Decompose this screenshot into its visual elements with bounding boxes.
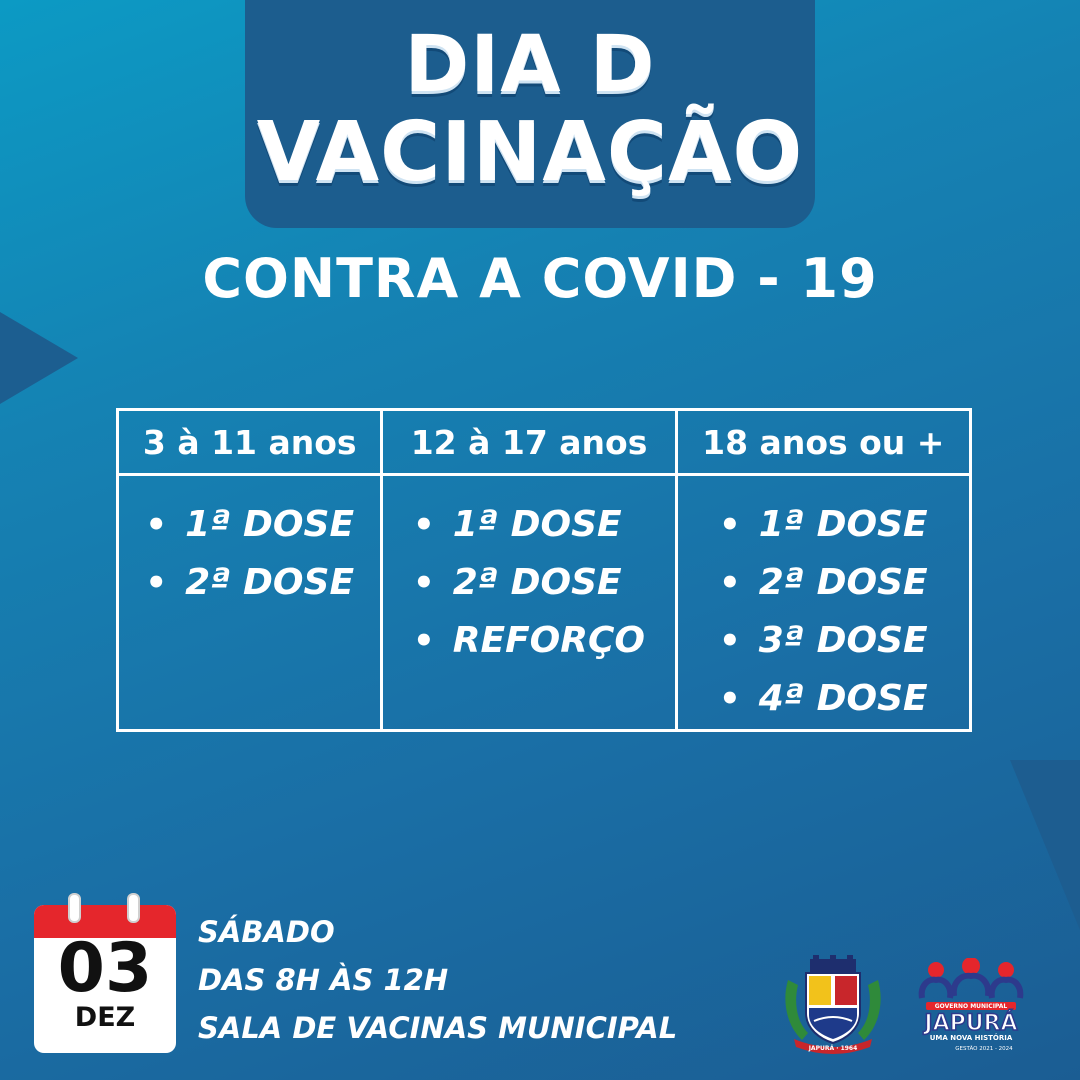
dose-list: [145, 496, 354, 612]
vaccination-schedule-table: [116, 408, 972, 732]
title-line-1: DIA D: [404, 20, 656, 110]
list-item: • 2ª DOSE: [719, 554, 928, 612]
doses-cell-12-17: [382, 475, 676, 731]
dose-list: [719, 496, 928, 728]
subtitle: CONTRA A COVID - 19: [202, 247, 878, 310]
column-header-18-plus: 18 anos ou +: [676, 410, 970, 475]
list-item: • 1ª DOSE: [413, 496, 645, 554]
government-logo: [908, 958, 1034, 1058]
municipal-seal-logo: [780, 955, 886, 1055]
svg-text:GOVERNO MUNICIPAL: GOVERNO MUNICIPAL: [934, 1003, 1008, 1010]
decorative-triangle-left: [0, 312, 78, 404]
calendar-icon: [34, 893, 176, 1053]
svg-text:JAPURÁ · 1964: JAPURÁ · 1964: [808, 1045, 858, 1052]
table-row: [118, 475, 971, 731]
event-location: SALA DE VACINAS MUNICIPAL: [198, 1011, 678, 1045]
svg-text:GESTÃO 2021 - 2024: GESTÃO 2021 - 2024: [955, 1046, 1013, 1052]
calendar-month: DEZ: [74, 1002, 136, 1033]
column-header-12-17: 12 à 17 anos: [382, 410, 676, 475]
list-item: • 2ª DOSE: [413, 554, 645, 612]
list-item: • 1ª DOSE: [719, 496, 928, 554]
doses-cell-3-11: [118, 475, 382, 731]
dose-list: [413, 496, 645, 670]
svg-text:UMA NOVA HISTÓRIA: UMA NOVA HISTÓRIA: [929, 1034, 1013, 1042]
list-item: • REFORÇO: [413, 612, 645, 670]
event-hours: DAS 8H ÀS 12H: [198, 963, 449, 997]
column-header-3-11: 3 à 11 anos: [118, 410, 382, 475]
list-item: • 3ª DOSE: [719, 612, 928, 670]
event-info: [198, 908, 718, 1052]
list-item: • 2ª DOSE: [145, 554, 354, 612]
table-header-row: [118, 410, 971, 475]
svg-text:JAPURÁ: JAPURÁ: [924, 1011, 1018, 1036]
event-weekday: SÁBADO: [198, 915, 335, 949]
title-line-2: VACINAÇÃO: [256, 105, 804, 200]
calendar-day: 03: [57, 929, 153, 1008]
doses-cell-18-plus: [676, 475, 970, 731]
decorative-triangle-right: [1010, 760, 1080, 930]
list-item: • 4ª DOSE: [719, 670, 928, 728]
list-item: • 1ª DOSE: [145, 496, 354, 554]
